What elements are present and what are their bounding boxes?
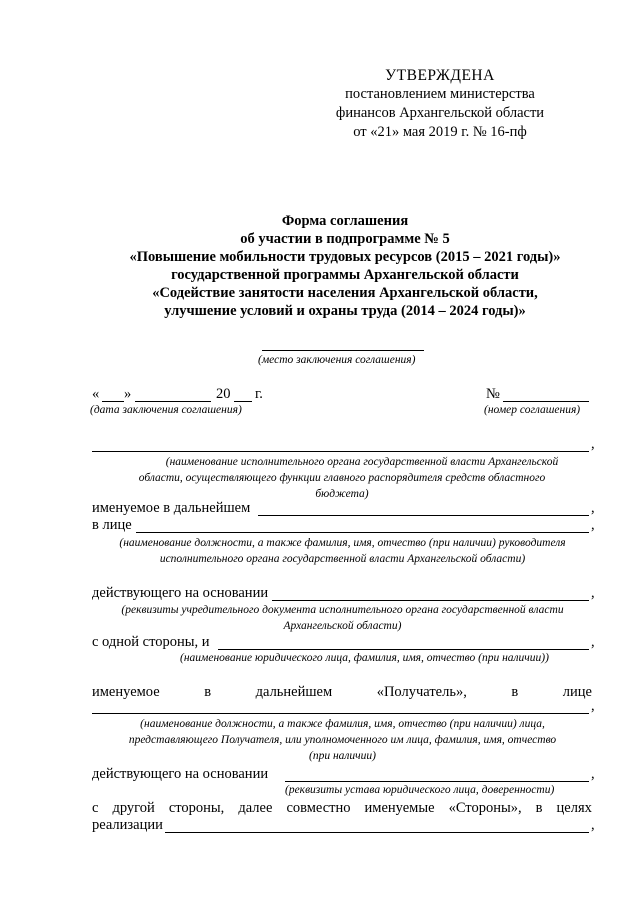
number-hint: (номер соглашения) [484,404,581,416]
date-month-field[interactable] [135,401,211,402]
recipient-row: именуемое в дальнейшем «Получатель», в лице [92,684,592,700]
named-hereafter-comma: , [591,500,595,516]
executive-body-field[interactable] [92,451,589,452]
acting-basis2-label: действующего на основании [92,766,269,782]
named-hereafter-label: именуемое в дальнейшем [92,500,251,516]
legal-entity-field[interactable] [218,649,589,650]
date-year-field[interactable] [234,401,252,402]
agreement-number-field[interactable] [503,401,589,402]
named-hereafter-field[interactable] [258,515,589,516]
recipient-representative-comma: , [591,698,595,714]
date-close-quote: » [124,386,132,402]
form-title-line-2: об участии в подпрограмме № 5 [240,231,450,247]
acting-basis-comma: , [591,585,595,601]
date-hint: (дата заключения соглашения) [90,404,242,416]
charter-hint: (реквизиты учредительного документа исполнительного органа государственной власти Архангельской области) [121,604,564,632]
acting-basis2-comma: , [591,766,595,782]
other-side-row: с другой стороны, далее совместно именуемые «Стороны», в целях [92,800,592,816]
realization-label: реализации [92,817,163,833]
in-person-comma: , [591,517,595,533]
one-side-label: с одной стороны, и [92,634,210,650]
recipient-hint: (наименование должности, а также фамилия, имя, отчество (при наличии) лица, представляющего Получателя, или уполномоченного им лица, фамилия, имя, отчество (при наличии) [128,718,557,762]
acting-basis2-field[interactable] [285,781,589,782]
executive-body-comma: , [591,436,595,452]
date-year-suffix: г. [255,386,263,402]
approval-line-1: постановлением министерства [345,86,535,102]
form-title-line-5: «Содействие занятости населения Архангельской области, [152,285,538,301]
form-title-line-4: государственной программы Архангельской области [171,267,519,283]
date-open-quote: « [92,386,100,402]
legal-entity-hint: (наименование юридического лица, фамилия, имя, отчество (при наличии)) [180,652,549,664]
date-day-field[interactable] [102,401,124,402]
approval-line-2: финансов Архангельской области [335,105,545,121]
approval-block [310,66,570,142]
place-hint: (место заключения соглашения) [258,354,416,366]
place-field[interactable] [262,350,424,351]
realization-field[interactable] [165,832,589,833]
approval-line-3: от «21» мая 2019 г. № 16-пф [353,124,527,140]
executive-body-hint: (наименование исполнительного органа государственной власти Архангельской области, осуществляющего функции главного распорядителя средств областного бюджета) [138,456,559,500]
date-year-label: 20 [216,386,231,402]
statute-hint: (реквизиты устава юридического лица, доверенности) [285,784,555,796]
legal-entity-comma: , [591,634,595,650]
acting-basis-label: действующего на основании [92,585,269,601]
agreement-number-label: № [486,386,500,402]
approval-title: УТВЕРЖДЕНА [385,67,495,84]
acting-basis-field[interactable] [272,600,589,601]
in-person-field[interactable] [136,532,589,533]
position-hint: (наименование должности, а также фамилия, имя, отчество (при наличии) руководителя исполнительного органа государственной власти Архангельской области) [119,537,566,565]
form-title-line-1: Форма соглашения [281,213,409,229]
realization-comma: , [591,817,595,833]
form-title-line-6: улучшение условий и охраны труда (2014 – 2024 годы)» [164,303,526,319]
recipient-representative-field[interactable] [92,713,589,714]
form-title [90,212,600,320]
form-title-line-3: «Повышение мобильности трудовых ресурсов (2015 – 2021 годы)» [129,249,561,265]
in-person-label: в лице [92,517,132,533]
